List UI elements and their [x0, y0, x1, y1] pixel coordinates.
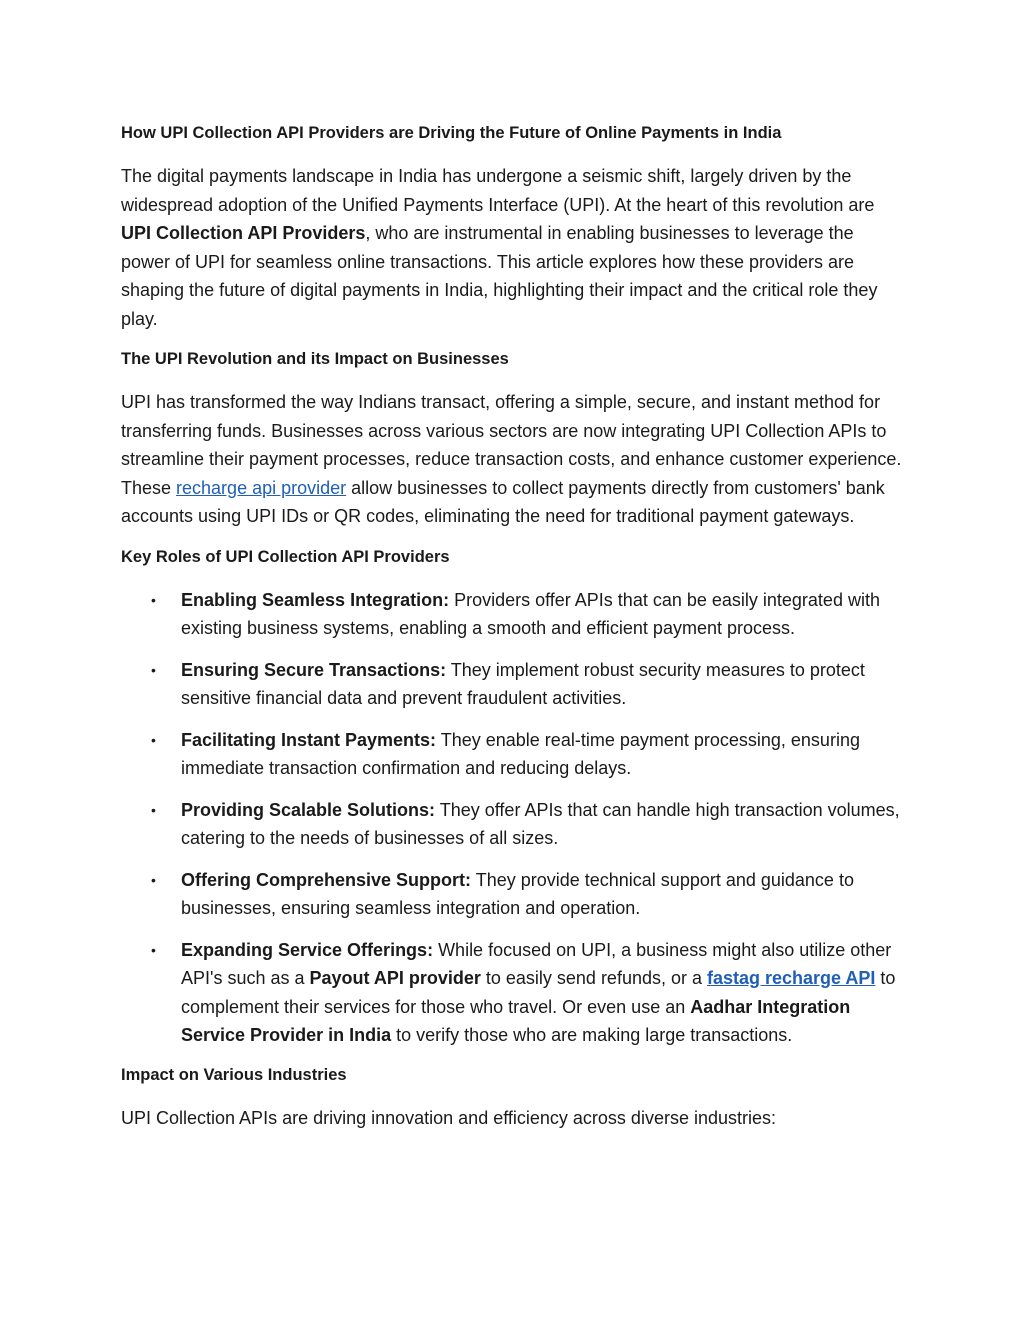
bullet-icon: •: [151, 871, 156, 888]
bullet-icon: •: [151, 801, 156, 818]
bullet-icon: •: [151, 591, 156, 608]
list-item: [121, 936, 904, 1050]
list-item-title: Offering Comprehensive Support:: [181, 869, 472, 890]
list-item-title: Ensuring Secure Transactions:: [181, 659, 447, 680]
bullet-icon: •: [151, 661, 156, 678]
list-item-text: They offer APIs that can handle high transaction volumes, catering to the needs of businesses of all sizes.: [181, 799, 900, 848]
list-item-text: While focused on UPI, a business might also utilize other API's such as a: [181, 939, 892, 988]
list-item-text: They enable real-time payment processing, ensuring immediate transaction confirmation and reducing delays.: [181, 729, 860, 778]
list-item: [121, 866, 904, 923]
list-item-title: Providing Scalable Solutions:: [181, 799, 436, 820]
list-item-text: They provide technical support and guidance to businesses, ensuring seamless integration and operation.: [181, 869, 854, 918]
list-item: [121, 586, 904, 643]
section-heading-key-roles: Key Roles of UPI Collection API Providers: [121, 547, 450, 566]
list-item-text: to easily send refunds, or a: [480, 968, 707, 988]
list-item-title: Expanding Service Offerings:: [181, 939, 434, 960]
upi-revolution-text-2: allow businesses to collect payments directly from customers' bank accounts using UPI IDs or QR codes, eliminating the need for traditional payment gateways.: [121, 477, 885, 526]
list-item-text: They implement robust security measures to protect sensitive financial data and prevent fraudulent activities.: [181, 659, 865, 708]
aadhar-integration-term: Aadhar Integration Service Provider in India: [181, 996, 851, 1045]
list-item-text: to verify those who are making large transactions.: [391, 1025, 793, 1045]
fastag-recharge-api-link[interactable]: fastag recharge API: [707, 968, 876, 988]
section-heading-upi-revolution: The UPI Revolution and its Impact on Businesses: [121, 350, 509, 368]
intro-bold-term: UPI Collection API Providers: [121, 223, 366, 243]
intro-paragraph: [121, 162, 904, 333]
list-item: [121, 656, 904, 713]
list-item-text: to complement their services for those who travel. Or even use an: [181, 968, 896, 1017]
intro-text-2: , who are instrumental in enabling businesses to leverage the power of UPI for seamless online transactions. This article explores how these providers are shaping the future of digital payments in India, highlighting their impact and the critical role they play.: [121, 223, 878, 329]
upi-revolution-text-1: UPI has transformed the way Indians transact, offering a simple, secure, and instant method for transferring funds. Businesses across various sectors are now integrating UPI Collection APIs to streamline their payment processes, reduce transaction costs, and enhance customer experience. These: [121, 392, 902, 498]
bullet-icon: •: [151, 941, 156, 958]
upi-revolution-paragraph: [121, 388, 904, 531]
key-roles-list: [121, 586, 904, 1050]
list-item: [121, 796, 904, 853]
recharge-api-provider-link[interactable]: recharge api provider: [176, 477, 347, 498]
intro-text-1: The digital payments landscape in India has undergone a seismic shift, largely driven by the widespread adoption of the Unified Payments Interface (UPI). At the heart of this revolution are: [121, 166, 875, 215]
impact-industries-paragraph: UPI Collection APIs are driving innovation and efficiency across diverse industries:: [121, 1107, 776, 1128]
payout-api-provider-term: Payout API provider: [309, 968, 481, 988]
list-item-title: Facilitating Instant Payments:: [181, 729, 437, 750]
page-title: How UPI Collection API Providers are Driving the Future of Online Payments in India: [121, 124, 782, 142]
section-heading-impact-industries: Impact on Various Industries: [121, 1065, 347, 1084]
list-item-text: Providers offer APIs that can be easily integrated with existing business systems, enabling a smooth and efficient payment process.: [181, 589, 880, 638]
list-item: [121, 726, 904, 783]
list-item-title: Enabling Seamless Integration:: [181, 589, 450, 610]
bullet-icon: •: [151, 731, 156, 748]
